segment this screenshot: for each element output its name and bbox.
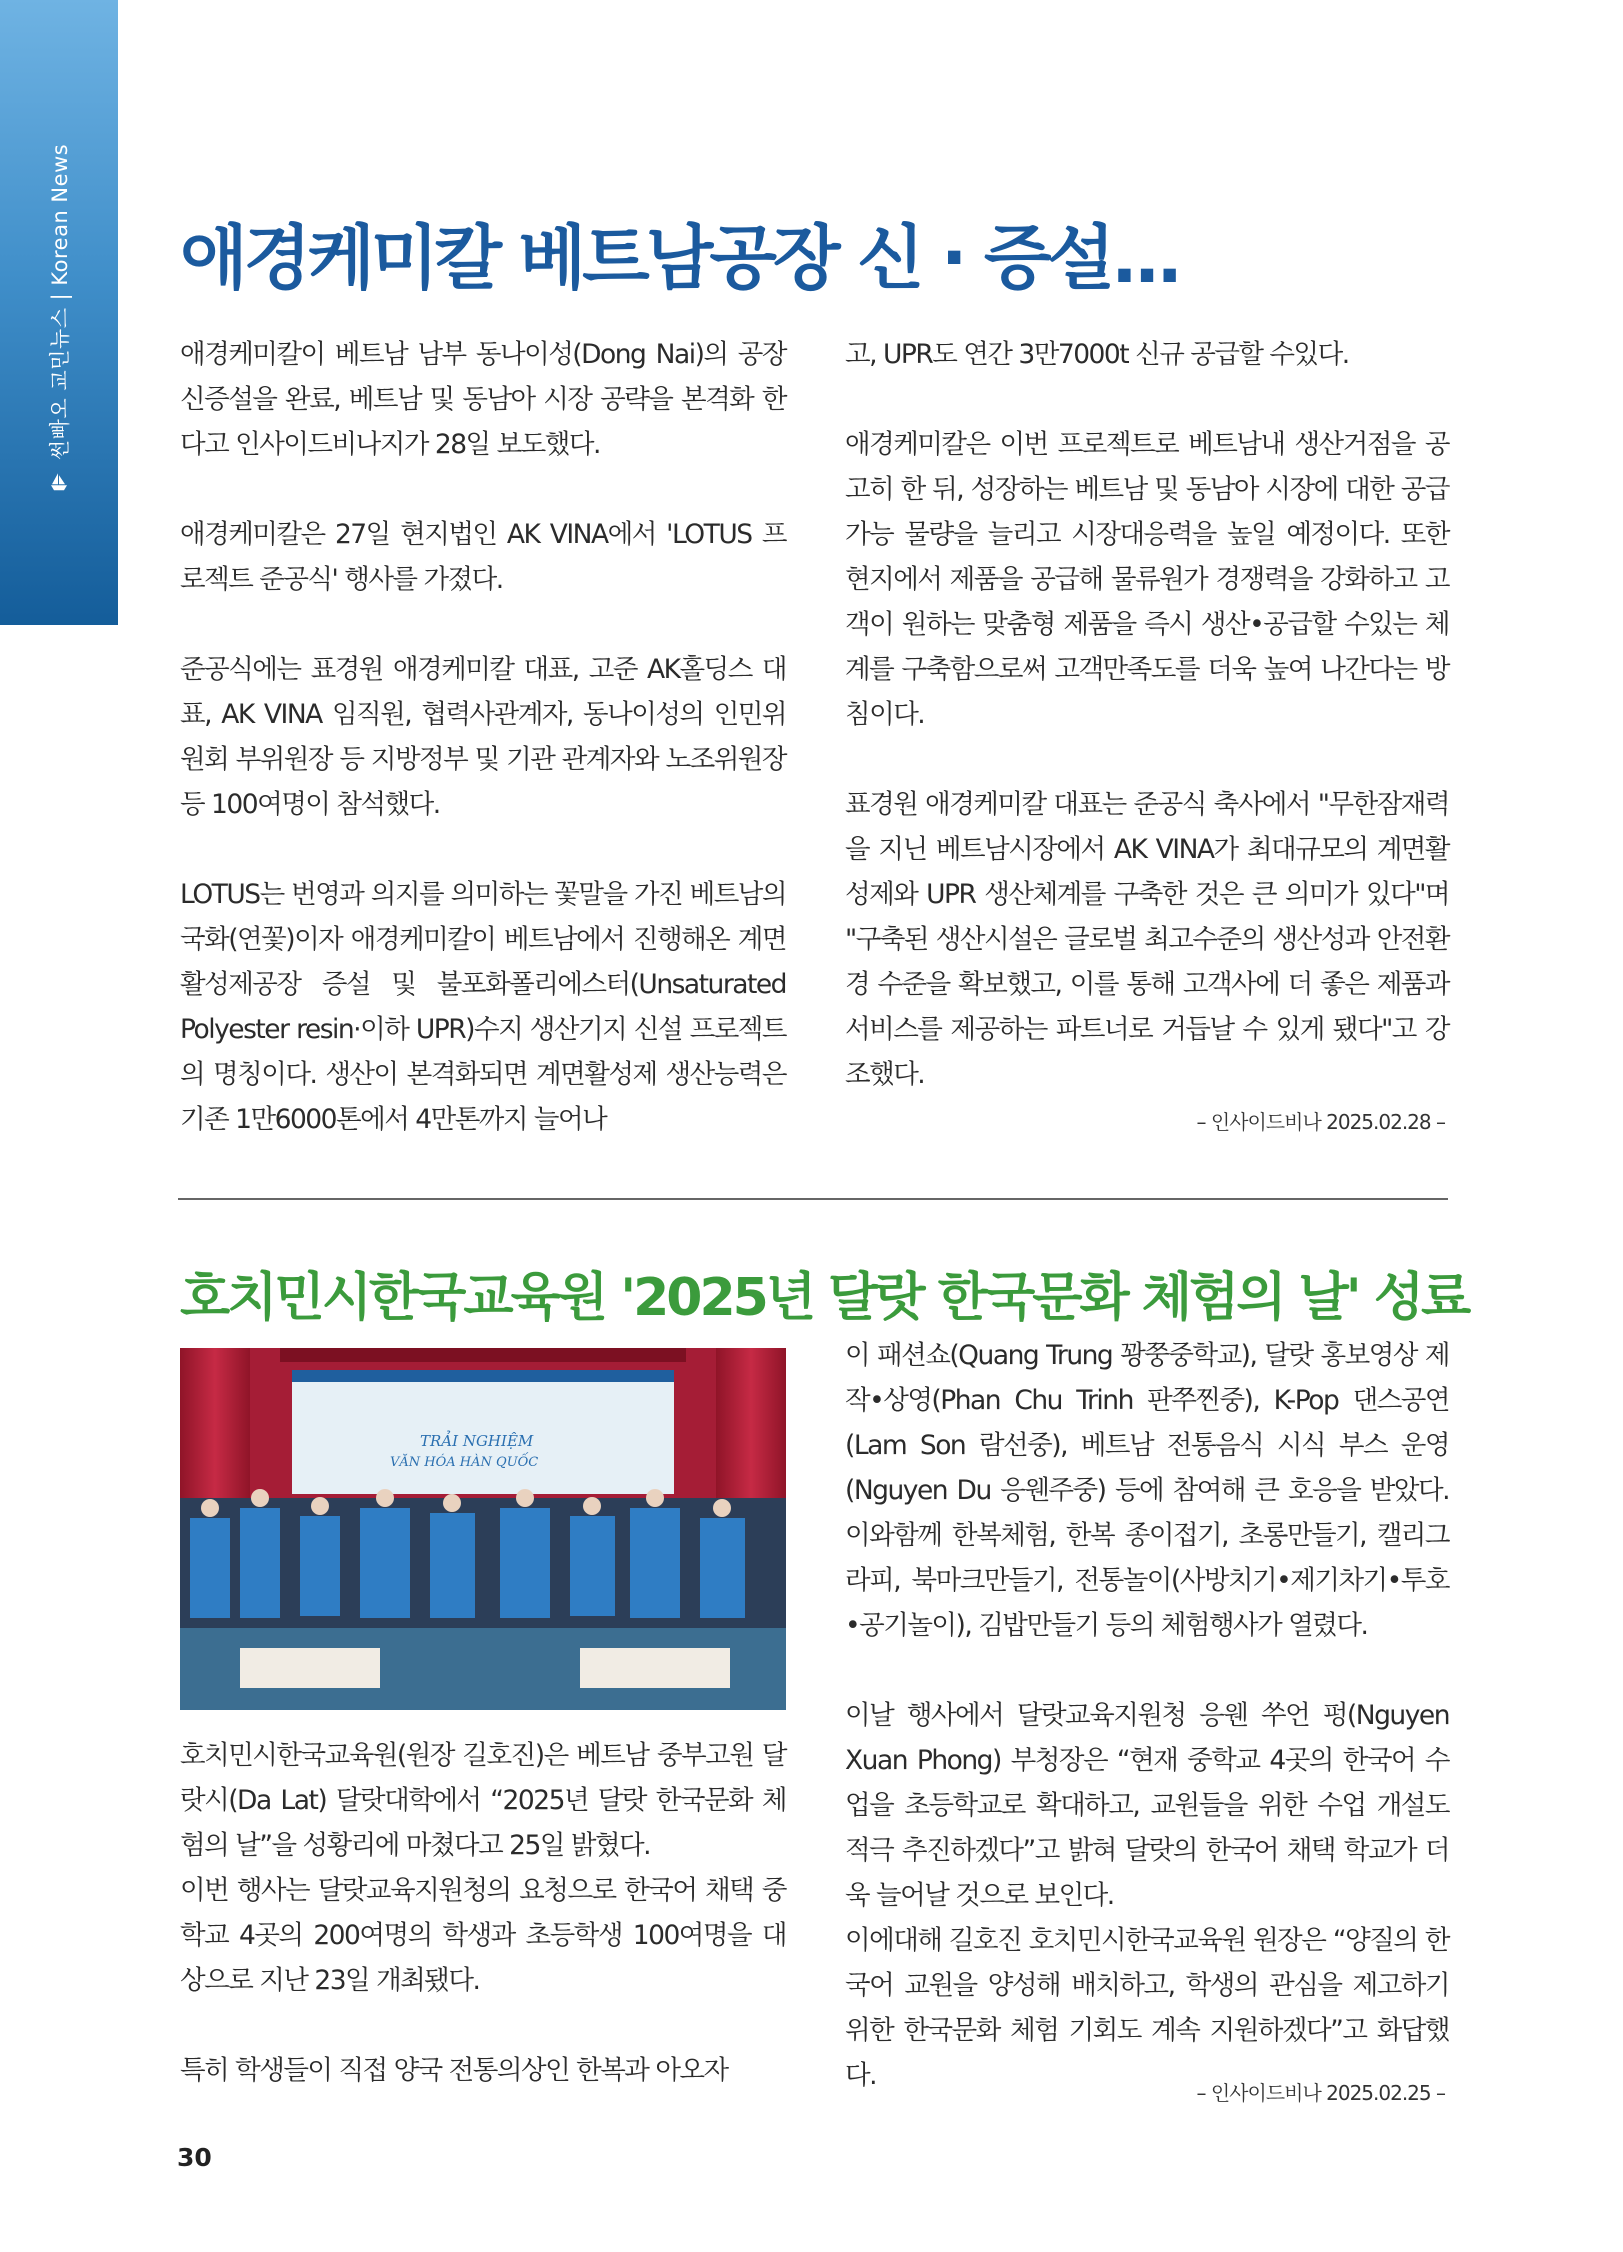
article1-headline: 애경케미칼 베트남공장 신 · 증설... xyxy=(180,217,1179,299)
article2-left-column xyxy=(180,1733,786,2093)
article1-paragraph: 애경케미칼은 이번 프로젝트로 베트남내 생산거점을 공고히 한 뒤, 성장하는 베트남 및 동남아 시장에 대한 공급가능 물량을 늘리고 시장대응력을 높일 예정이다. 또한 현지에서 제품을 공급해 물류원가 경쟁력을 강화하고 고객이 원하는 맞춤형 제품을 즉시 생산•공급할 수있는 체계를 구축함으로써 고객만족도를 더욱 높여 나간다는 방침이다. xyxy=(845,429,1449,730)
banner-line-1: TRẢI NGHIỆM xyxy=(420,1432,534,1450)
ship-icon xyxy=(48,470,70,492)
article2-source: – 인사이드비나 2025.02.25 – xyxy=(1196,2081,1445,2105)
article2-paragraph: 특히 학생들이 직접 양국 전통의상인 한복과 아오자 xyxy=(180,2055,728,2086)
article1-paragraph: 고, UPR도 연간 3만7000t 신규 공급할 수있다. xyxy=(845,339,1349,370)
article1-paragraph: LOTUS는 번영과 의지를 의미하는 꽃말을 가진 베트남의 국화(연꽃)이자 애경케미칼이 베트남에서 진행해온 계면활성제공장 증설 및 불포화폴리에스터(Unsaturated Polyester resin·이하 UPR)수지 생산기지 신설 프로젝트의 명칭이다. 생산이 본격화되면 계면활성제 생산능력은 기존 1만6000톤에서 4만톤까지 늘어나 xyxy=(180,879,786,1135)
article1-paragraph: 애경케미칼은 27일 현지법인 AK VINA에서 'LOTUS 프로젝트 준공식' 행사를 가졌다. xyxy=(180,519,786,595)
article1-source: – 인사이드비나 2025.02.28 – xyxy=(1196,1110,1445,1134)
page-number: 30 xyxy=(177,2143,212,2172)
article2-paragraph: 이날 행사에서 달랏교육지원청 응웬 쑤언 펑(Nguyen Xuan Phong) 부청장은 “현재 중학교 4곳의 한국어 수업을 초등학교로 확대하고, 교원들을 위한 수업 개설도 적극 추진하겠다”고 밝혀 달랏의 한국어 채택 학교가 더욱 늘어날 것으로 보인다. xyxy=(845,1700,1449,1911)
section-divider xyxy=(178,1198,1448,1200)
article1-left-column xyxy=(180,332,786,1142)
article1-paragraph: 표경원 애경케미칼 대표는 준공식 축사에서 "무한잠재력을 지닌 베트남시장에서 AK VINA가 최대규모의 계면활성제와 UPR 생산체계를 구축한 것은 큰 의미가 있다"며 "구축된 생산시설은 글로벌 최고수준의 생산성과 안전환경 수준을 확보했고, 이를 통해 고객사에 더 좋은 제품과 서비스를 제공하는 파트너로 거듭날 수 있게 됐다"고 강조했다. xyxy=(845,789,1449,1090)
article2-paragraph: 이번 행사는 달랏교육지원청의 요청으로 한국어 채택 중학교 4곳의 200여명의 학생과 초등학생 100여명을 대상으로 지난 23일 개최됐다. xyxy=(180,1875,786,1996)
article2-paragraph: 이에대해 길호진 호치민시한국교육원 원장은 “양질의 한국어 교원을 양성해 배치하고, 학생의 관심을 제고하기 위한 한국문화 체험 기회도 계속 지원하겠다”고 화답했다. xyxy=(845,1925,1449,2091)
article2-headline: 호치민시한국교육원 '2025년 달랏 한국문화 체험의 날' 성료 xyxy=(180,1268,1469,1328)
article2-paragraph: 이 패션쇼(Quang Trung 꽝쭝중학교), 달랏 홍보영상 제작•상영(Phan Chu Trinh 판쭈찐중), K-Pop 댄스공연(Lam Son 람선중), 베트남 전통음식 시식 부스 운영(Nguyen Du 응웬주중) 등에 참여해 큰 호응을 받았다. 이와함께 한복체험, 한복 종이접기, 초롱만들기, 캘리그라피, 북마크만들기, 전통놀이(사방치기•제기차기•투호•공기놀이), 김밥만들기 등의 체험행사가 열렸다. xyxy=(845,1340,1449,1641)
event-group-photo xyxy=(180,1348,786,1710)
article1-right-column xyxy=(845,332,1449,1097)
section-label-text: 썬빠오 교민뉴스 | Korean News xyxy=(48,143,72,461)
article1-paragraph: 준공식에는 표경원 애경케미칼 대표, 고준 AK홀딩스 대표, AK VINA 임직원, 협력사관계자, 동나이성의 인민위원회 부위원장 등 지방정부 및 기관 관계자와 노조위원장 등 100여명이 참석했다. xyxy=(180,654,786,820)
article2-paragraph: 호치민시한국교육원(원장 길호진)은 베트남 중부고원 달랏시(Da Lat) 달랏대학에서 “2025년 달랏 한국문화 체험의 날”을 성황리에 마쳤다고 25일 밝혔다. xyxy=(180,1740,786,1861)
section-side-tab xyxy=(0,0,118,625)
section-label xyxy=(44,144,74,492)
article2-right-column xyxy=(845,1333,1449,2098)
article1-paragraph: 애경케미칼이 베트남 남부 동나이성(Dong Nai)의 공장 신증설을 완료, 베트남 및 동남아 시장 공략을 본격화 한다고 인사이드비나지가 28일 보도했다. xyxy=(180,339,786,460)
banner-line-2: VĂN HÓA HÀN QUỐC xyxy=(390,1455,539,1470)
